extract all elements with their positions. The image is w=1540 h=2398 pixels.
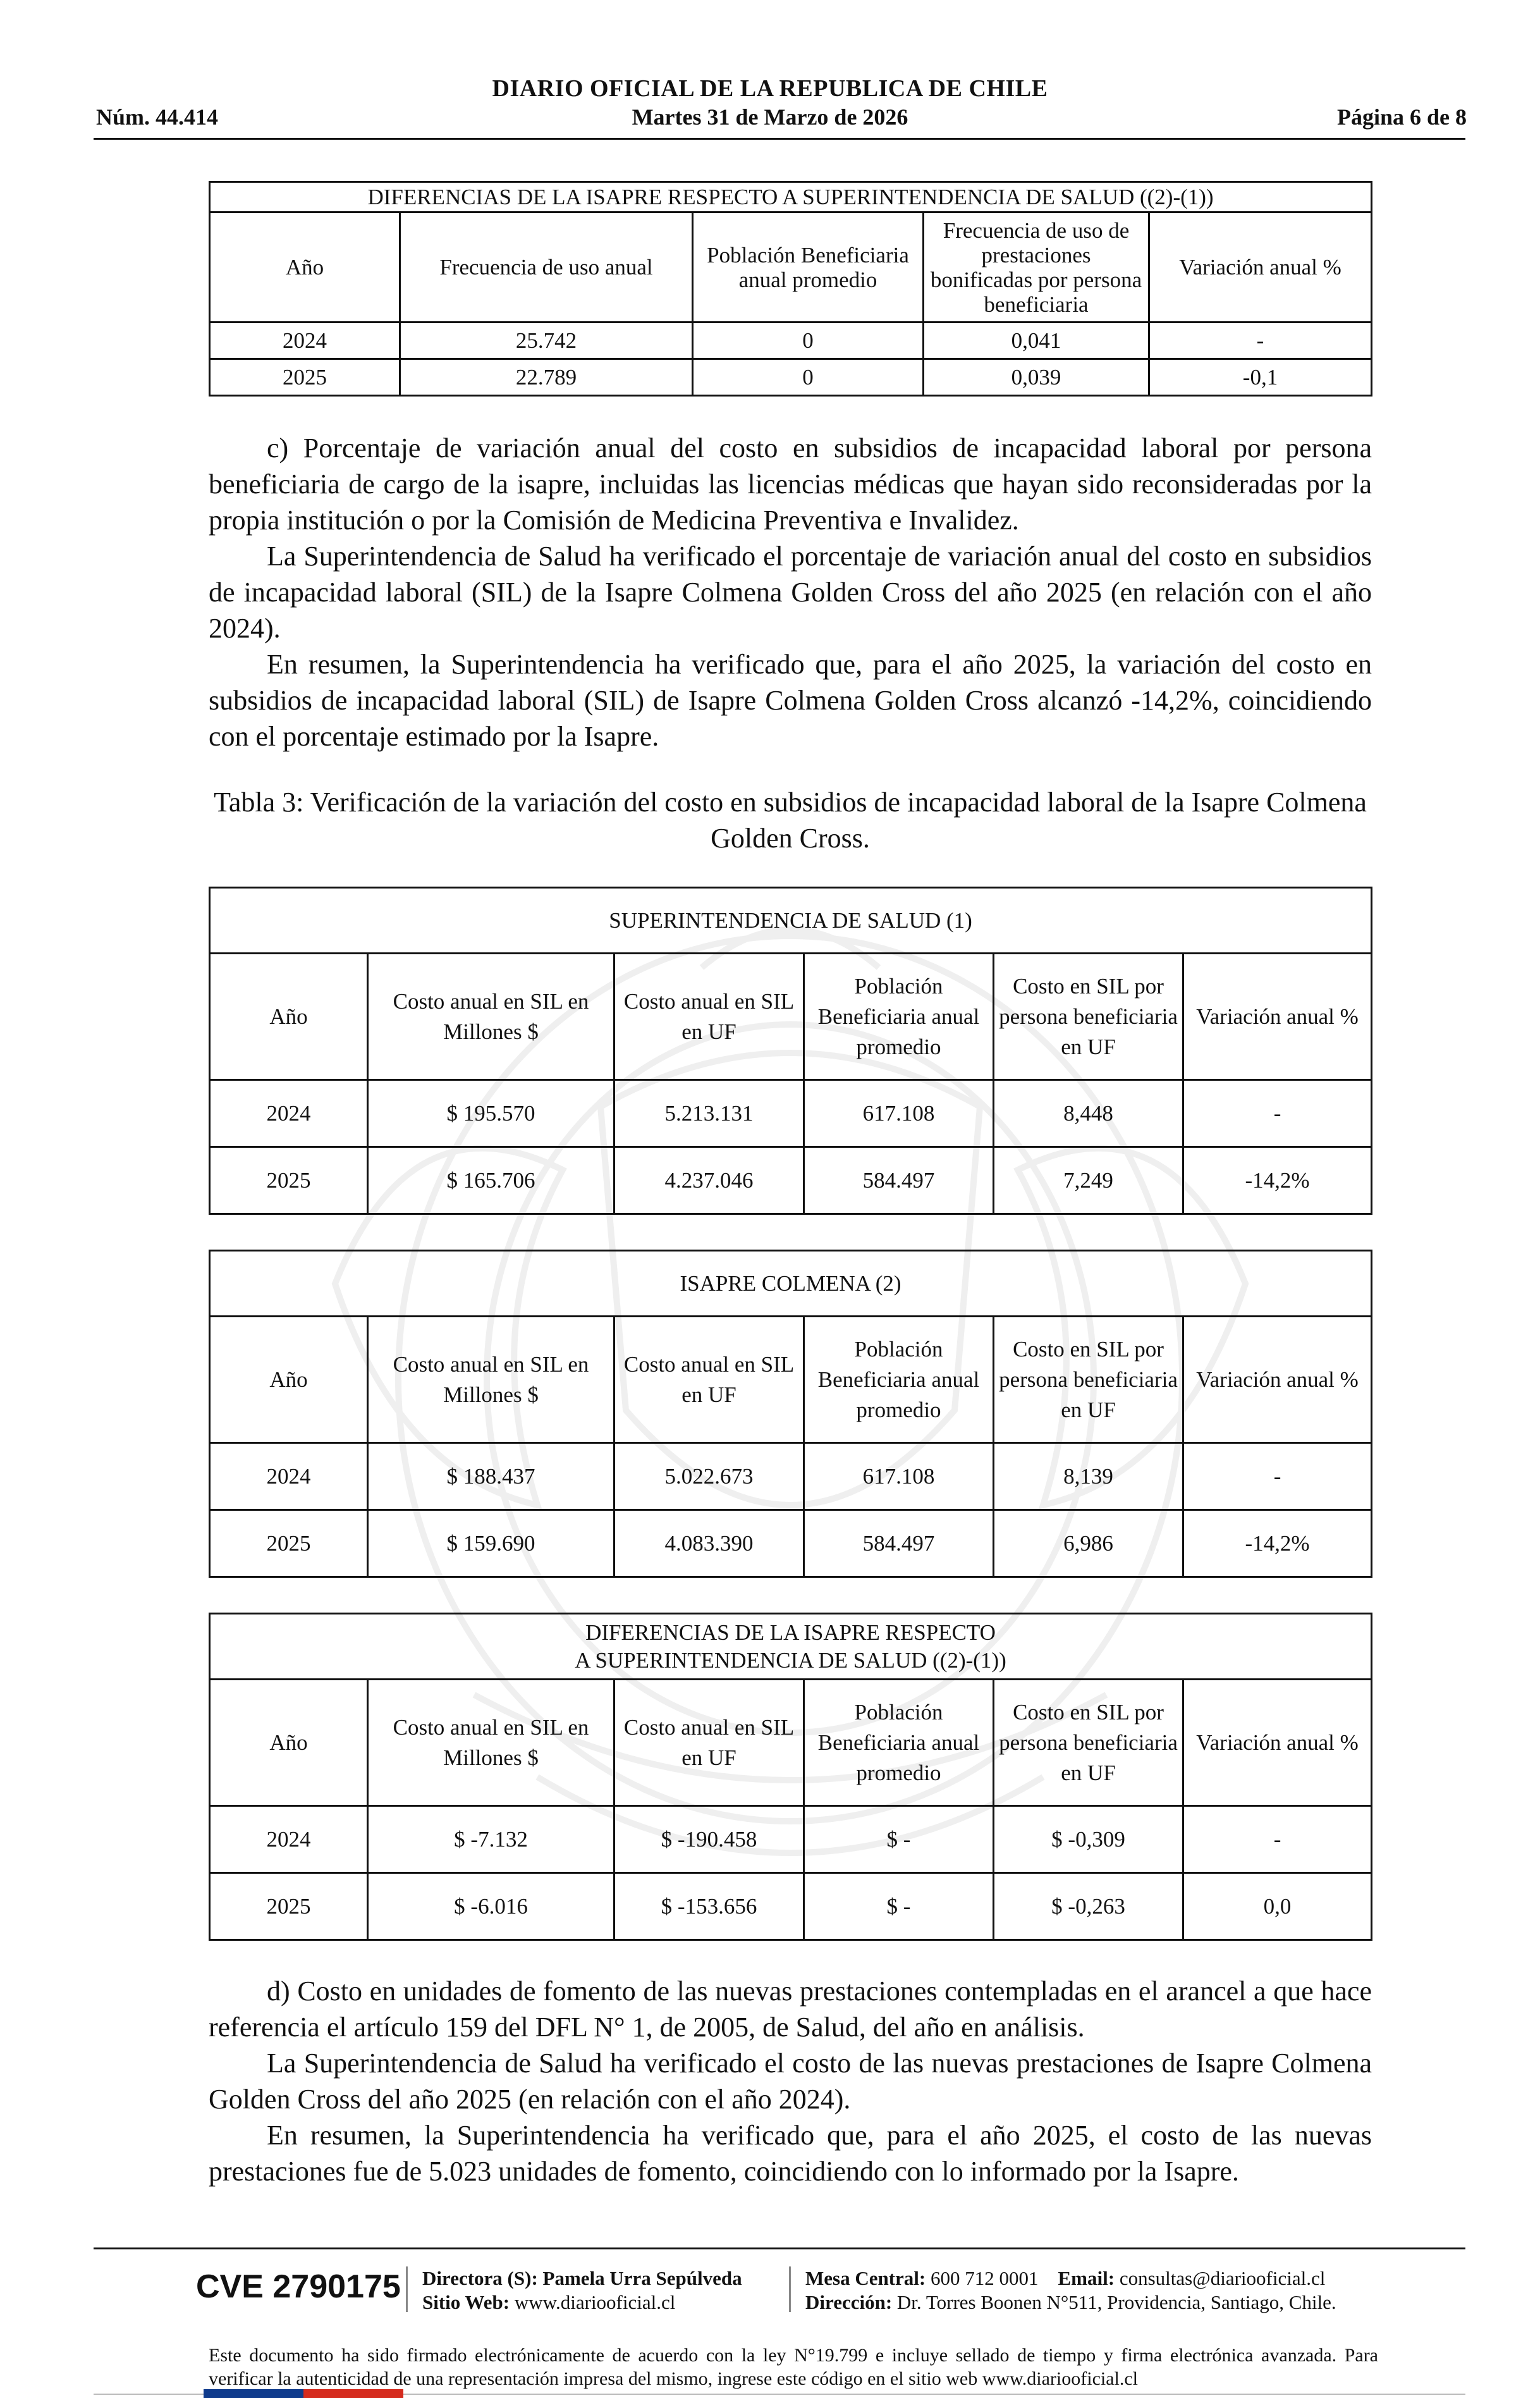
issue-date: Martes 31 de Marzo de 2026 bbox=[632, 104, 908, 130]
column-header: Costo anual en SIL en Millones $ bbox=[368, 1317, 614, 1443]
differences-sil-table bbox=[209, 1613, 1372, 1941]
column-header: Población Beneficiaria anual promedio bbox=[804, 954, 994, 1080]
table-cell: $ -0,263 bbox=[994, 1873, 1183, 1940]
table-cell: 584.497 bbox=[804, 1147, 994, 1214]
column-header: Población Beneficiaria anual promedio bbox=[804, 1317, 994, 1443]
column-header: Variación anual % bbox=[1149, 212, 1372, 323]
email-label: Email: bbox=[1058, 2267, 1115, 2289]
table-cell: - bbox=[1183, 1806, 1372, 1873]
table-cell: $ -0,309 bbox=[994, 1806, 1183, 1873]
column-header: Población Beneficiaria anual promedio bbox=[693, 212, 924, 323]
paragraph: En resumen, la Superintendencia ha verificado que, para el año 2025, el costo de las nuevas prestaciones fue de 5.023 unidades de fomento, coincidiendo con lo informado por la Isapre. bbox=[209, 2120, 1372, 2187]
table-cell: 0,0 bbox=[1183, 1873, 1372, 1940]
column-header: Costo anual en SIL en UF bbox=[614, 954, 804, 1080]
column-header: Costo anual en SIL en Millones $ bbox=[368, 1680, 614, 1806]
table-row bbox=[210, 1873, 1372, 1940]
website-label: Sitio Web: bbox=[422, 2291, 510, 2313]
table-cell: 8,139 bbox=[994, 1443, 1183, 1510]
table-cell: -14,2% bbox=[1183, 1147, 1372, 1214]
table-cell: $ 188.437 bbox=[368, 1443, 614, 1510]
header-divider bbox=[94, 138, 1465, 140]
table-title-line: DIFERENCIAS DE LA ISAPRE RESPECTO bbox=[585, 1620, 996, 1645]
table-cell: $ -190.458 bbox=[614, 1806, 804, 1873]
column-header: Población Beneficiaria anual promedio bbox=[804, 1680, 994, 1806]
table-row bbox=[210, 1510, 1372, 1577]
address-label: Dirección: bbox=[805, 2291, 893, 2313]
footer-separator bbox=[789, 2266, 791, 2312]
table-cell: - bbox=[1183, 1443, 1372, 1510]
table-cell: - bbox=[1149, 323, 1372, 359]
phone-number: 600 712 0001 bbox=[931, 2267, 1039, 2289]
column-header: Frecuencia de uso de prestaciones bonificadas por persona beneficiaria bbox=[924, 212, 1149, 323]
table-cell: 2024 bbox=[210, 1806, 368, 1873]
table-cell: 0 bbox=[693, 323, 924, 359]
table-cell: 617.108 bbox=[804, 1080, 994, 1147]
table-cell: $ - bbox=[804, 1806, 994, 1873]
issue-number: Núm. 44.414 bbox=[96, 104, 219, 130]
director-name: Pamela Urra Sepúlveda bbox=[542, 2267, 742, 2289]
paragraph: En resumen, la Superintendencia ha verificado que, para el año 2025, la variación del costo en subsidios de incapacidad laboral (SIL) de Isapre Colmena Golden Cross alcanzó -14,2%, coincidiendo con el porcentaje estimado por la Isapre. bbox=[209, 649, 1372, 752]
table-row bbox=[210, 1080, 1372, 1147]
table-title: SUPERINTENDENCIA DE SALUD (1) bbox=[210, 888, 1372, 954]
table-cell: $ -7.132 bbox=[368, 1806, 614, 1873]
table-title: ISAPRE COLMENA (2) bbox=[210, 1251, 1372, 1317]
column-header: Variación anual % bbox=[1183, 1680, 1372, 1806]
column-header: Costo en SIL por persona beneficiaria en UF bbox=[994, 954, 1183, 1080]
table-row bbox=[210, 359, 1372, 396]
table-cell: $ -6.016 bbox=[368, 1873, 614, 1940]
table-cell: 6,986 bbox=[994, 1510, 1183, 1577]
footer-separator bbox=[406, 2266, 408, 2312]
table-cell: 22.789 bbox=[400, 359, 693, 396]
footer-editor-info bbox=[422, 2266, 742, 2315]
table-cell: 7,249 bbox=[994, 1147, 1183, 1214]
paragraph: La Superintendencia de Salud ha verificado el costo de las nuevas prestaciones de Isapre Colmena Golden Cross del año 2025 (en relación con el año 2024). bbox=[209, 2048, 1372, 2115]
section-d bbox=[209, 1973, 1372, 2189]
table-row bbox=[210, 323, 1372, 359]
table-cell: 617.108 bbox=[804, 1443, 994, 1510]
table-cell: $ - bbox=[804, 1873, 994, 1940]
table-row bbox=[210, 1443, 1372, 1510]
electronic-signature-note: Este documento ha sido firmado electrónicamente de acuerdo con la ley N°19.799 e incluye sellado de tiempo y firma electrónica avanzada. Para verificar la autenticidad de una representación impresa del mismo, ingrese este código en el sitio web www.diariooficial.cl bbox=[209, 2345, 1378, 2389]
column-header: Costo anual en SIL en Millones $ bbox=[368, 954, 614, 1080]
table-row bbox=[210, 1147, 1372, 1214]
table-row bbox=[210, 1806, 1372, 1873]
table-cell: 25.742 bbox=[400, 323, 693, 359]
footer-contact-info bbox=[805, 2266, 1336, 2315]
table-cell: 4.083.390 bbox=[614, 1510, 804, 1577]
column-header: Año bbox=[210, 1680, 368, 1806]
director-label: Directora (S): bbox=[422, 2267, 538, 2289]
table-cell: 2025 bbox=[210, 1147, 368, 1214]
differences-frequency-table bbox=[209, 181, 1372, 397]
phone-label: Mesa Central: bbox=[805, 2267, 926, 2289]
footer-divider bbox=[94, 2247, 1465, 2249]
table-cell: $ 195.570 bbox=[368, 1080, 614, 1147]
column-header: Variación anual % bbox=[1183, 1317, 1372, 1443]
table-cell: 8,448 bbox=[994, 1080, 1183, 1147]
table-cell: -0,1 bbox=[1149, 359, 1372, 396]
flag-stripe-blue bbox=[204, 2389, 303, 2398]
paragraph: La Superintendencia de Salud ha verificado el porcentaje de variación anual del costo en subsidios de incapacidad laboral (SIL) de la Isapre Colmena Golden Cross del año 2025 (en relación con el año 2024). bbox=[209, 541, 1372, 644]
paragraph: c) Porcentaje de variación anual del costo en subsidios de incapacidad laboral por persona beneficiaria de cargo de la isapre, incluidas las licencias médicas que hayan sido reconsideradas por la propia institución o por la Comisión de Medicina Preventiva e Invalidez. bbox=[209, 433, 1372, 536]
newspaper-title: DIARIO OFICIAL DE LA REPUBLICA DE CHILE bbox=[492, 75, 1048, 102]
column-header: Costo anual en SIL en UF bbox=[614, 1680, 804, 1806]
table-cell: 2024 bbox=[210, 1080, 368, 1147]
superintendencia-table bbox=[209, 887, 1372, 1215]
section-c bbox=[209, 430, 1372, 754]
table-cell: 584.497 bbox=[804, 1510, 994, 1577]
table-cell: 0,041 bbox=[924, 323, 1149, 359]
table-cell: 2024 bbox=[210, 323, 400, 359]
column-header: Año bbox=[210, 954, 368, 1080]
table-cell: 5.022.673 bbox=[614, 1443, 804, 1510]
table-cell: 2025 bbox=[210, 1510, 368, 1577]
column-header: Costo en SIL por persona beneficiaria en UF bbox=[994, 1680, 1183, 1806]
column-header: Frecuencia de uso anual bbox=[400, 212, 693, 323]
table-cell: 0,039 bbox=[924, 359, 1149, 396]
table-cell: 4.237.046 bbox=[614, 1147, 804, 1214]
column-header: Variación anual % bbox=[1183, 954, 1372, 1080]
table-cell: -14,2% bbox=[1183, 1510, 1372, 1577]
isapre-colmena-table bbox=[209, 1250, 1372, 1578]
paragraph: d) Costo en unidades de fomento de las nuevas prestaciones contempladas en el arancel a que hace referencia el artículo 159 del DFL N° 1, de 2005, de Salud, del año en análisis. bbox=[209, 1976, 1372, 2043]
table-cell: 2025 bbox=[210, 359, 400, 396]
page-indicator: Página 6 de 8 bbox=[1336, 104, 1467, 130]
table-cell: 2024 bbox=[210, 1443, 368, 1510]
column-header: Costo anual en SIL en UF bbox=[614, 1317, 804, 1443]
table-cell: $ 165.706 bbox=[368, 1147, 614, 1214]
email-link[interactable]: consultas@diariooficial.cl bbox=[1119, 2267, 1326, 2289]
table-cell: 2025 bbox=[210, 1873, 368, 1940]
table-cell: $ 159.690 bbox=[368, 1510, 614, 1577]
website-link[interactable]: www.diariooficial.cl bbox=[514, 2291, 676, 2313]
column-header: Costo en SIL por persona beneficiaria en UF bbox=[994, 1317, 1183, 1443]
table-cell: - bbox=[1183, 1080, 1372, 1147]
table-cell: 0 bbox=[693, 359, 924, 396]
table-title-line: A SUPERINTENDENCIA DE SALUD ((2)-(1)) bbox=[575, 1647, 1006, 1673]
cve-code: CVE 2790175 bbox=[196, 2268, 401, 2305]
flag-stripe-red bbox=[303, 2389, 403, 2398]
column-header: Año bbox=[210, 212, 400, 323]
table-title bbox=[210, 1614, 1372, 1680]
table-cell: $ -153.656 bbox=[614, 1873, 804, 1940]
table-cell: 5.213.131 bbox=[614, 1080, 804, 1147]
column-header: Año bbox=[210, 1317, 368, 1443]
table-title: DIFERENCIAS DE LA ISAPRE RESPECTO A SUPERINTENDENCIA DE SALUD ((2)-(1)) bbox=[210, 182, 1372, 212]
table-caption: Tabla 3: Verificación de la variación del costo en subsidios de incapacidad laboral de la Isapre Colmena Golden Cross. bbox=[214, 787, 1367, 854]
address-value: Dr. Torres Boonen N°511, Providencia, Santiago, Chile. bbox=[896, 2291, 1336, 2313]
